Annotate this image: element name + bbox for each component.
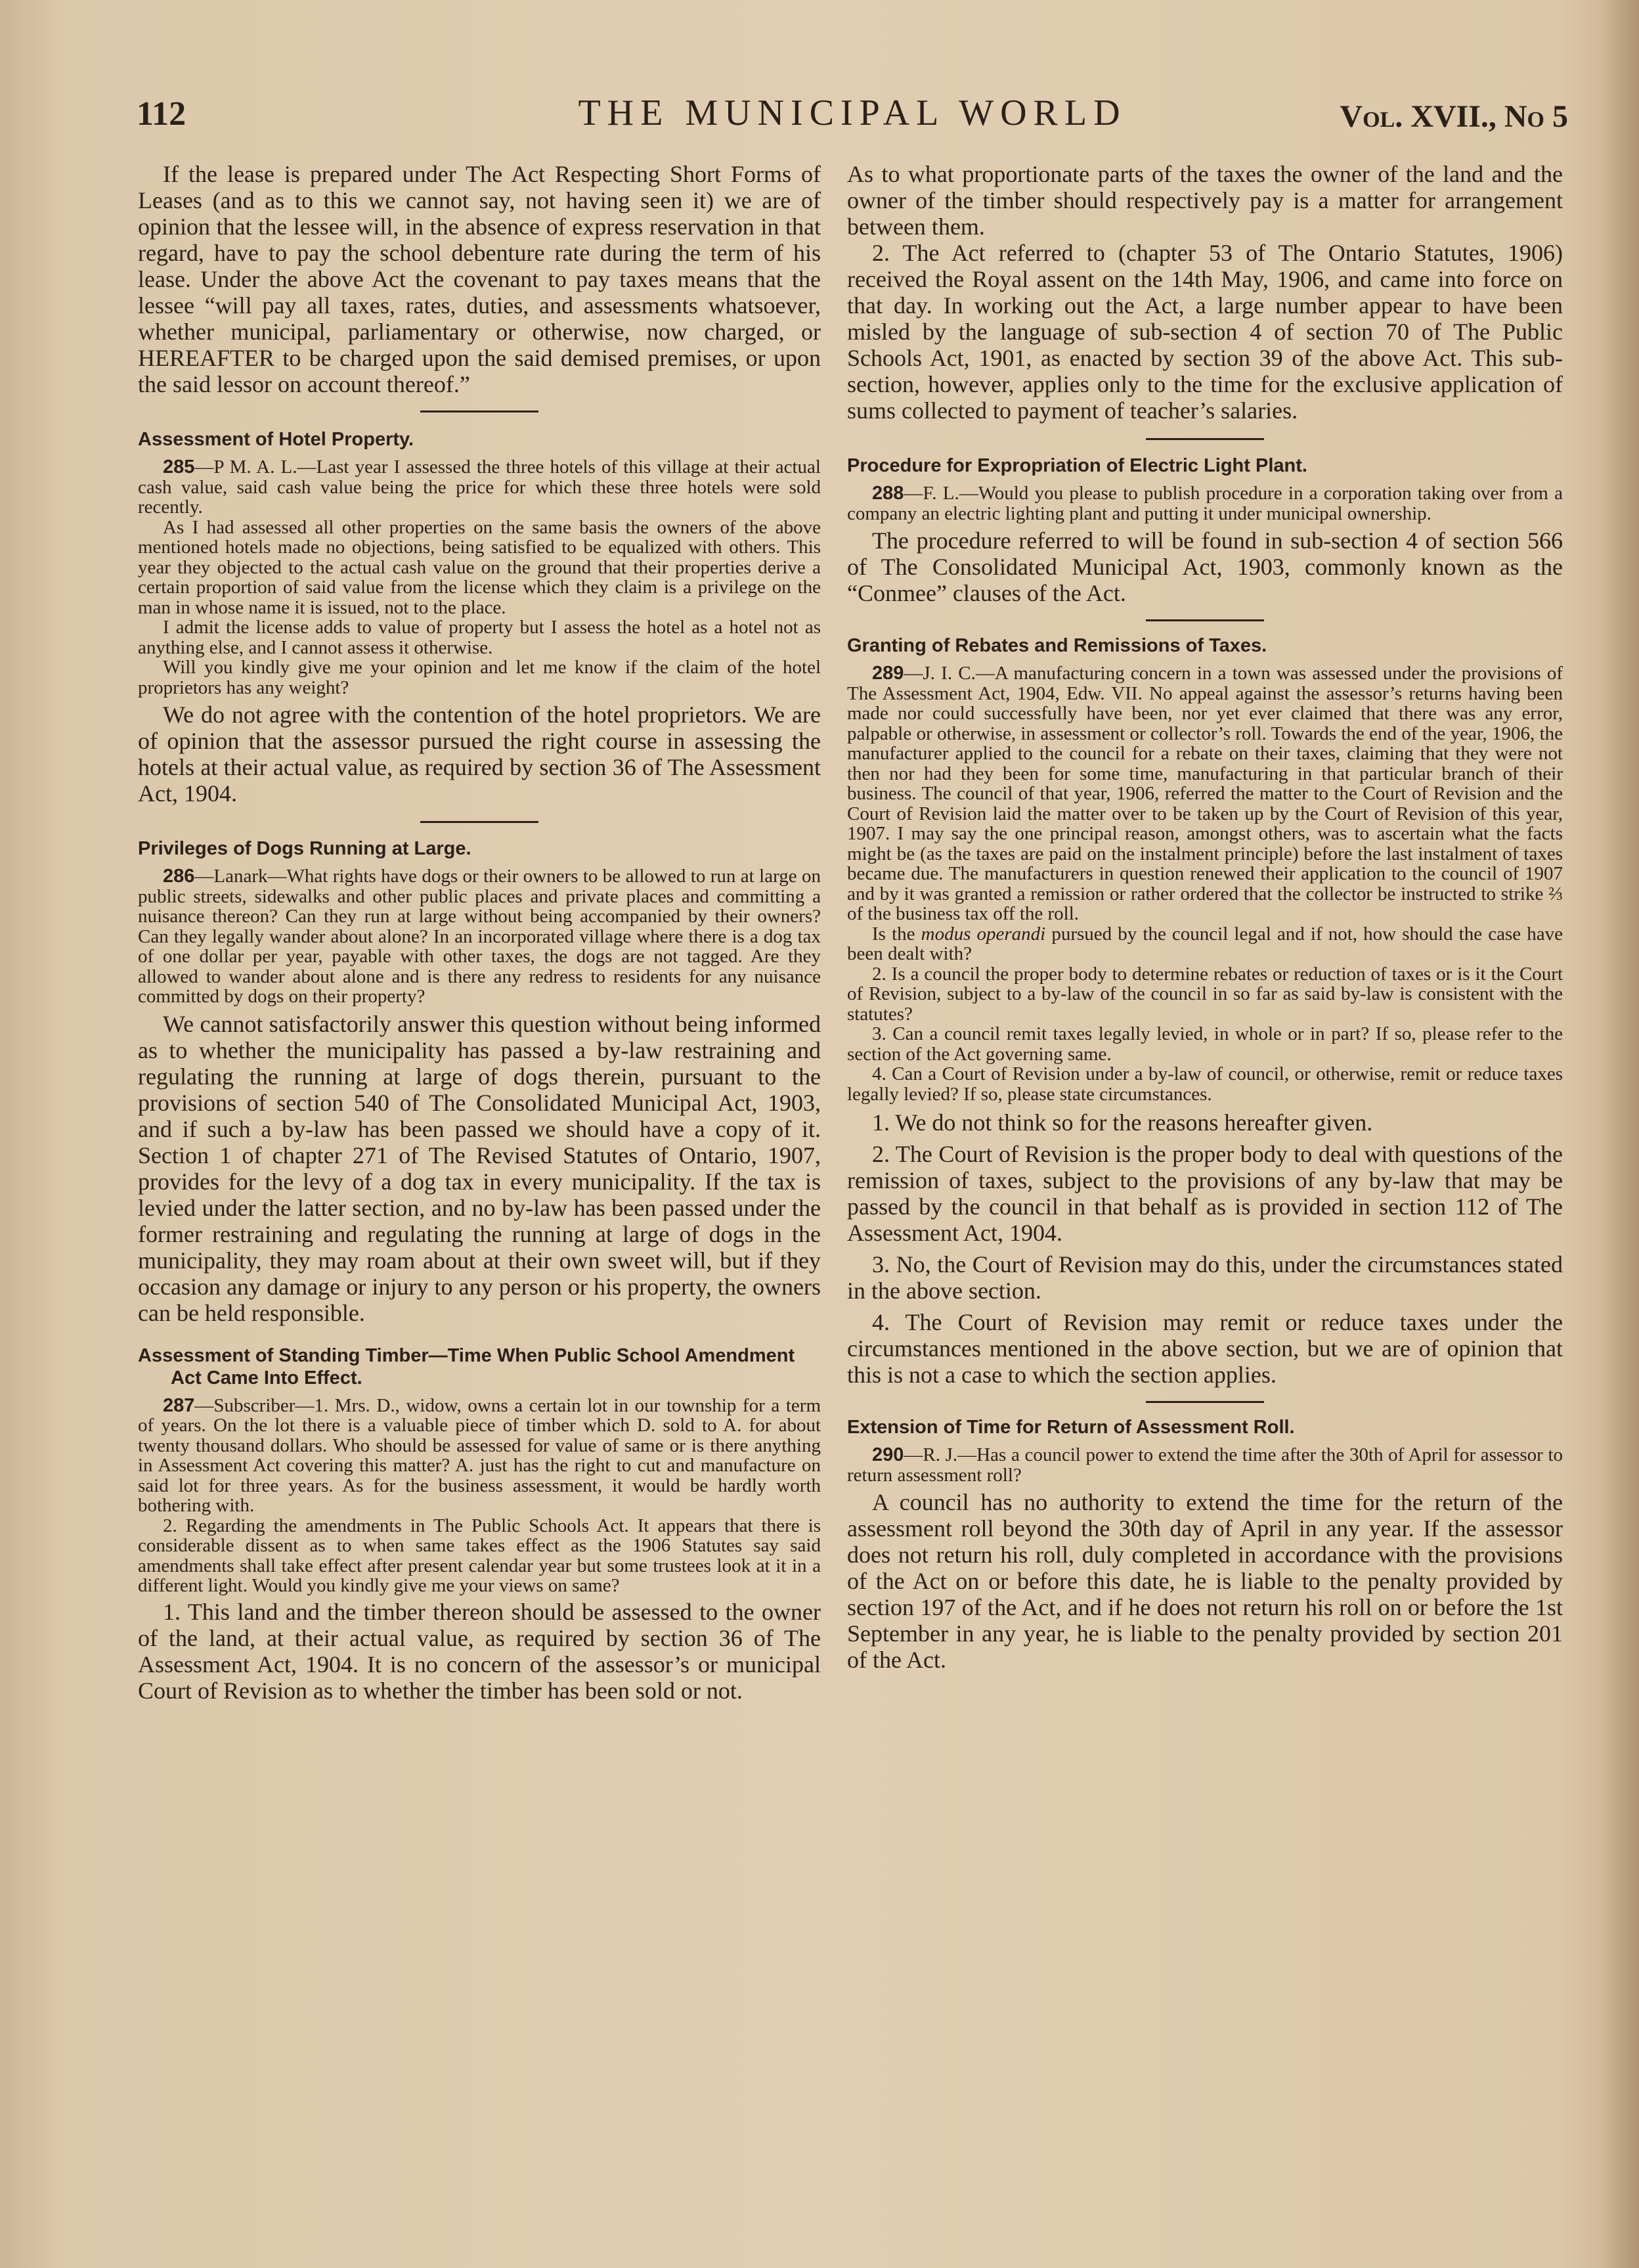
section-divider bbox=[1146, 438, 1264, 440]
answer-paragraph: 1. This land and the timber thereon should be assessed to the owner of the land, at their actual value, as required by section 36 of The Assessment Act, 1904. It is no concern of the assessor’s or municipal Court of Revision as to whether the timber has been sold or not. bbox=[138, 1598, 821, 1704]
section-divider bbox=[1146, 619, 1264, 621]
question-paragraph bbox=[847, 483, 1563, 523]
section-divider bbox=[420, 411, 538, 412]
question-paragraph: 2. Is a council the proper body to determine rebates or reduction of taxes or is it the Court of Revision, subject to a by-law of the council in so far as said by-law is consistent with the statutes? bbox=[847, 963, 1563, 1025]
question-paragraph: I admit the license adds to value of property but I assess the hotel as a hotel not as anything else, and I cannot assess it otherwise. bbox=[138, 617, 821, 658]
question-text: —J. I. C.—A manufacturing concern in a town was assessed under the provisions of The Assessment Act, 1904, Edw. VII. No appeal against the assessor’s returns having been made nor could successfully have been, nor yet ever claimed that there was any error, palpable or otherwise, in assessment or collector’s roll. Towards the end of the year, 1906, the manufacturer applied to the council for a rebate on their taxes, claiming that they were not then nor had they been for some time, manufacturing in that particular branch of their business. The council of that year, 1906, referred the matter to the Court of Revision and the Court of Revision laid the matter over to be taken up by the Court of Revision of this year, 1907. I may say the one principal reason, amongst others, was to ascertain what the facts might be (as the taxes are paid on the instalment principle) before the last instalment of taxes became due. The manufacturers in question renewed their application to the council of 1907 and by it was granted a remission or rather ordered that the collector be instructed to strike ⅔ of the business tax off the roll. bbox=[847, 663, 1563, 924]
answer-paragraph: 2. The Act referred to (chapter 53 of The Ontario Statutes, 1906) received the Royal assent on the 14th May, 1906, and came into force on that day. In working out the Act, a large number appear to have been misled by the language of sub-section 4 of section 70 of The Public Schools Act, 1901, as enacted by section 39 of the above Act. This sub-section, however, applies only to the time for the exclusive application of sums collected to payment of teacher’s salaries. bbox=[847, 240, 1563, 424]
question-paragraph: As I had assessed all other properties on the same basis the owners of the above mentioned hotels made no objections, being satisfied to be equalized with others. This year they objected to the actual cash value on the ground that their properties derive a certain proportion of said value from the license which they claim is a privilege on the man in whose name it is issued, not to the place. bbox=[138, 516, 821, 618]
answer-paragraph: A council has no authority to extend the time for the return of the assessment roll beyond the 30th day of April in any year. If the assessor does not return his roll, duly completed in accordance with the provisions of the Act on or before this date, he is liable to the penalty provided by section 197 of the Act, and if he does not return his roll on or before the 1st September in any year, he is liable to the penalty provided by section 201 of the Act. bbox=[847, 1489, 1563, 1673]
question-paragraph bbox=[138, 1396, 821, 1516]
answer-paragraph: The procedure referred to will be found in sub-section 4 of section 566 of The Consolidated Municipal Act, 1903, commonly known as the “Conmee” clauses of the Act. bbox=[847, 527, 1563, 606]
question-number: 286 bbox=[163, 866, 195, 887]
question-number: 290 bbox=[872, 1444, 904, 1465]
volume-number: Vol. XVII., No 5 bbox=[1340, 99, 1568, 134]
question-text: —R. J.—Has a council power to extend the time after the 30th of April for assessor to return assessment roll? bbox=[847, 1444, 1563, 1486]
answer-paragraph: 1. We do not think so for the reasons hereafter given. bbox=[872, 1109, 1373, 1136]
section-divider bbox=[420, 821, 538, 823]
question-paragraph: Is the modus operandi pursued by the council legal and if not, how should the case have been dealt with? bbox=[847, 923, 1563, 964]
intro-paragraph: If the lease is prepared under The Act Respecting Short Forms of Leases (and as to this we cannot say, not having seen it) we are of opinion that the lessee will, in the absence of express reservation in that regard, have to pay the school debenture rate during the term of his lease. Under the above Act the covenant to pay taxes means that the lessee “will pay all taxes, rates, duties, and assessments whatsoever, whether municipal, parliamentary or otherwise, now charged, or HEREAFTER to be charged upon the said demised premises, or upon the said lessor on account thereof.” bbox=[138, 161, 821, 397]
question-paragraph bbox=[138, 866, 821, 1007]
question-paragraph bbox=[847, 1445, 1563, 1485]
question-paragraph: Will you kindly give me your opinion and let me know if the claim of the hotel proprietors has any weight? bbox=[138, 657, 821, 698]
answer-paragraph: 4. The Court of Revision may remit or reduce taxes under the circumstances mentioned in the above section, but we are of opinion that this is not a case to which the section applies. bbox=[847, 1309, 1563, 1388]
italic-phrase: modus operandi bbox=[921, 923, 1046, 945]
answer-paragraph: As to what proportionate parts of the taxes the owner of the land and the owner of the timber should respectively pay is a matter for arrangement between them. bbox=[847, 161, 1563, 240]
section-heading: Granting of Rebates and Remissions of Taxes. bbox=[847, 635, 1267, 656]
page-header bbox=[137, 92, 1568, 138]
question-paragraph: 4. Can a Court of Revision under a by-law of council, or otherwise, remit or reduce taxes legally levied? If so, please state circumstances. bbox=[847, 1063, 1563, 1105]
question-number: 289 bbox=[872, 663, 904, 684]
section-heading: Procedure for Expropriation of Electric Light Plant. bbox=[847, 455, 1307, 476]
question-number: 287 bbox=[163, 1394, 195, 1416]
answer-paragraph: We cannot satisfactorily answer this question without being informed as to whether the municipality has passed a by-law restraining and regulating the running at large of dogs therein, pursuant to the provisions of section 540 of The Consolidated Municipal Act, 1903, and if such a by-law has been passed we should have a copy of it. Section 1 of chapter 271 of The Revised Statutes of Ontario, 1907, provides for the levy of a dog tax in every municipality. If the tax is levied under the latter section, and no by-law has been passed under the former restraining and regulating the running at large of dogs in the municipality, they may roam about at their own sweet will, but if they occasion any damage or injury to any person or his property, the owners can be held responsible. bbox=[138, 1010, 821, 1326]
question-number: 288 bbox=[872, 483, 904, 504]
question-text: —P M. A. L.—Last year I assessed the three hotels of this village at their actual cash value, said cash value being the price for which these three hotels were sold recently. bbox=[138, 456, 821, 518]
question-text: —Lanark—What rights have dogs or their owners to be allowed to run at large on public streets, sidewalks and other public places and private places and committing a nuisance thereon? Can they run at large without being accompanied by their owners? Can they legally wander about alone? In an incorporated village where there is a dog tax of one dollar per year, payable with other taxes, the dogs are not tagged. Are they allowed to wander about alone and is there any redress to residents for any nuisance committed by dogs on their property? bbox=[138, 866, 821, 1007]
question-paragraph bbox=[138, 457, 821, 518]
answer-paragraph: We do not agree with the contention of the hotel proprietors. We are of opinion that the assessor pursued the right course in assessing the hotels at their actual value, as required by section 36 of The Assessment Act, 1904. bbox=[138, 701, 821, 807]
section-heading: Extension of Time for Return of Assessment Roll. bbox=[847, 1417, 1295, 1438]
section-divider bbox=[1146, 1401, 1264, 1403]
section-heading: Assessment of Hotel Property. bbox=[138, 429, 414, 450]
answer-paragraph: 3. No, the Court of Revision may do this, under the circumstances stated in the above section. bbox=[847, 1251, 1563, 1304]
section-heading: Assessment of Standing Timber—Time When Public School Amendment Act Came Into Effect. bbox=[138, 1345, 795, 1389]
left-column bbox=[138, 161, 821, 1704]
section-heading: Privileges of Dogs Running at Large. bbox=[138, 838, 471, 859]
page-number: 112 bbox=[137, 95, 186, 133]
question-paragraph bbox=[847, 663, 1563, 924]
answer-paragraph: 2. The Court of Revision is the proper body to deal with questions of the remission of taxes, subject to the provisions of any by-law that may be passed by the council in that behalf as is provided in section 112 of The Assessment Act, 1904. bbox=[847, 1141, 1563, 1246]
journal-title: THE MUNICIPAL WORLD bbox=[578, 93, 1127, 133]
question-text: —F. L.—Would you please to publish procedure in a corporation taking over from a company an electric lighting plant and putting it under municipal ownership. bbox=[847, 483, 1563, 524]
question-text: —Subscriber—1. Mrs. D., widow, owns a certain lot in our township for a term of years. On the lot there is a valuable piece of timber which D. sold to A. for about twenty thousand dollars. Who should be assessed for value of same or is there anything in Assessment Act covering this matter? A. just has the right to cut and manufacture on said lot for three years. As for the business assessment, it would be hardly worth bothering with. bbox=[138, 1394, 821, 1516]
right-column bbox=[847, 161, 1563, 1673]
question-paragraph: 2. Regarding the amendments in The Public Schools Act. It appears that there is considerable dissent as to when same takes effect as the 1906 Statutes say said amendments shall take effect after present calendar year but some trustees look at it in a different light. Would you kindly give me your views on same? bbox=[138, 1515, 821, 1596]
question-paragraph: 3. Can a council remit taxes legally levied, in whole or in part? If so, please refer to the section of the Act governing same. bbox=[847, 1023, 1563, 1065]
question-number: 285 bbox=[163, 456, 195, 478]
